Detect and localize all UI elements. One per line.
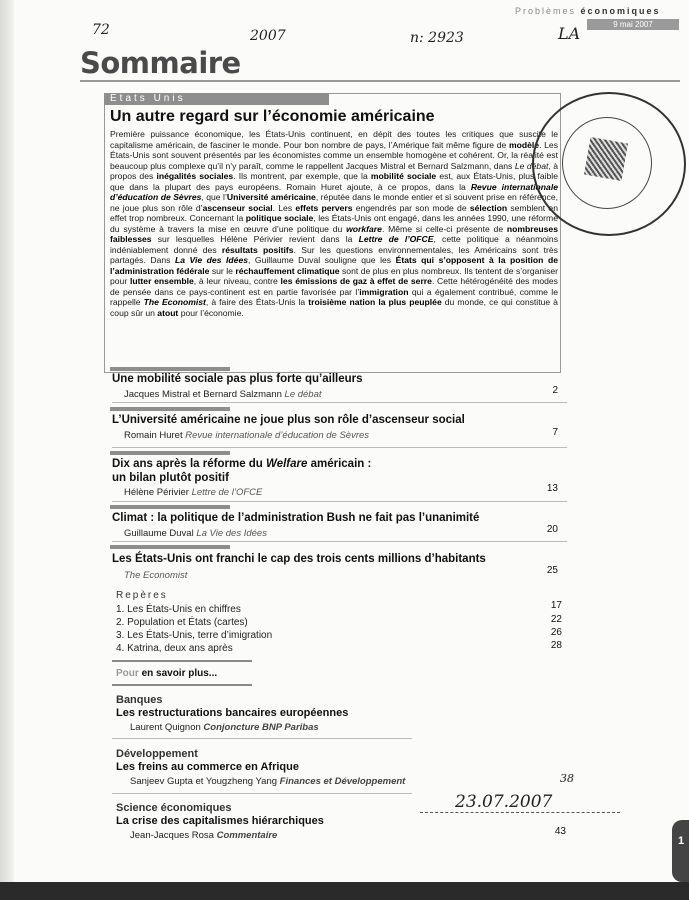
entry-title[interactable]: Climat : la politique de l’administration Bush ne fait pas l’unanimité (112, 512, 480, 524)
section-divider (112, 660, 252, 662)
entry-title[interactable]: L’Université américaine ne joue plus son rôle d’ascenseur social (112, 414, 465, 426)
stamp-emblem (584, 137, 628, 181)
more-title[interactable]: La crise des capitalismes hiérarchiques (116, 815, 324, 827)
intro-paragraph: Première puissance économique, les États-Unis continuent, en dépit des toutes les critiques que suscite le capitalisme américain, de fasciner le monde. Pour bon nombre de pays, l’Amérique fait même figure de modèle. Les États-Unis sont souvent présentés par les économistes comme un ensemble homogène et cohérent. Or, la réalité est beaucoup plus complexe qu’il n’y paraît, comme le rappellent Jacques Mistral et Bernard Salzmann, dans Le débat, à propos des inégalités sociales. Ils montrent, par exemple, que la mobilité sociale est, aux États-Unis, plus faible que dans la plupart des pays européens. Romain Huret ajoute, à ce propos, dans la Revue internationale d’éducation de Sèvres, que l’Université américaine, réputée dans le monde entier et si souvent prise en référence, ne joue plus son rôle d’ascenseur social. Les effets pervers engendrés par son mode de sélection semblent en effet trop nombreux. Concernant la politique sociale, les États-Unis ont engagé, dans les années 1990, une réforme du système à travers la mise en œuvre d’une politique du workfare. Même si celle-ci présente de nombreuses faiblesses sur lesquelles Hélène Périvier revient dans la Lettre de l’OFCE, cette politique a néanmoins indéniablement donné des résultats positifs. Sur les questions environnementales, les Américains sont très partagés. Dans La Vie des Idées, Guillaume Duval souligne que les États qui s’opposent à la position de l’administration fédérale sur le réchauffement climatique sont de plus en plus nombreux. Ils tentent de s’organiser pour lutter ensemble, à leur niveau, contre les émissions de gaz à effet de serre. Cette hétérogénéité des modes de pensée dans ce pays-continent est en partie favorisée par l’immigration qui a également contribué, comme le rappelle The Economist, à faire des États-Unis la troisième nation la plus peuplée du monde, ce qui constitue à coup sûr un atout pour l’économie. (110, 129, 559, 318)
more-category: Banques (116, 694, 163, 706)
entry-divider (112, 541, 567, 542)
more-author: Jean-Jacques Rosa Commentaire (130, 830, 278, 841)
entry-title[interactable]: Les États-Unis ont franchi le cap des trois cents millions d’habitants (112, 553, 486, 565)
handwritten-number: 72 (92, 22, 110, 38)
entry-page: 25 (546, 565, 558, 576)
more-author: Sanjeev Gupta et Yougzheng Yang Finances et Développement (130, 776, 406, 787)
reperes-item[interactable]: 3. Les États-Unis, terre d’imigration (116, 630, 273, 641)
entry-bar (110, 505, 230, 509)
page-marker: 1 (678, 835, 685, 847)
entry-title-line2[interactable]: un bilan plutôt positif (112, 472, 229, 484)
entry-bar (110, 545, 230, 549)
stamp-line (420, 812, 620, 814)
more-category: Développement (116, 748, 198, 760)
entry-divider (112, 501, 567, 502)
entry-page: 2 (552, 385, 558, 396)
entry-divider (112, 447, 567, 448)
entry-bar (110, 367, 230, 371)
entry-page: 20 (546, 524, 558, 535)
page-title: Sommaire (80, 46, 241, 80)
handwritten-code: LA (558, 24, 581, 43)
publication-name: Problèmes économiques (515, 6, 661, 16)
entry-divider (112, 402, 567, 403)
intro-heading: Un autre regard sur l’économie américaine (110, 108, 435, 125)
more-author: Laurent Quignon Conjoncture BNP Paribas (130, 722, 319, 733)
title-divider (80, 80, 680, 82)
entry-divider (112, 793, 412, 794)
entry-title[interactable]: Dix ans après la réforme du Welfare américain : (112, 458, 372, 470)
reperes-item[interactable]: 2. Population et États (cartes) (116, 617, 248, 628)
section-band: États Unis (104, 93, 329, 105)
entry-page: 7 (552, 427, 558, 438)
entry-divider (112, 738, 412, 739)
reperes-item[interactable]: 1. Les États-Unis en chiffres (116, 604, 241, 615)
handwritten-year: 2007 (250, 28, 286, 44)
handwritten-register-no: 38 (560, 772, 574, 785)
entry-author: The Economist (124, 570, 188, 581)
handwritten-ref: n: 2923 (410, 30, 464, 46)
page-edge-left (0, 0, 14, 900)
entry-page: 43 (554, 826, 566, 837)
entry-title[interactable]: Une mobilité sociale pas plus forte qu’ailleurs (112, 373, 363, 385)
reperes-page: 17 (550, 600, 562, 611)
issue-date: 9 mai 2007 (587, 19, 679, 30)
entry-bar (110, 407, 230, 411)
entry-author: Jacques Mistral et Bernard Salzmann Le débat (124, 389, 322, 400)
reperes-label: Repères (116, 590, 168, 601)
page-tab (672, 820, 689, 882)
more-label: Pour en savoir plus... (116, 668, 218, 679)
entry-bar (110, 451, 230, 455)
more-category: Science économiques (116, 802, 232, 814)
section-divider (112, 684, 252, 686)
reperes-page: 22 (550, 614, 562, 625)
entry-author: Guillaume Duval La Vie des Idées (124, 528, 267, 539)
reperes-item[interactable]: 4. Katrina, deux ans après (116, 643, 233, 654)
entry-author: Romain Huret Revue internationale d’éducation de Sèvres (124, 430, 370, 441)
reperes-page: 28 (550, 640, 562, 651)
entry-author: Hélène Périvier Lettre de l’OFCE (124, 487, 263, 498)
page-edge-bottom (0, 882, 689, 900)
reperes-page: 26 (550, 627, 562, 638)
more-title[interactable]: Les restructurations bancaires européennes (116, 707, 349, 719)
handwritten-register-date: 23.07.2007 (455, 792, 553, 812)
entry-page: 13 (546, 483, 558, 494)
more-title[interactable]: Les freins au commerce en Afrique (116, 761, 299, 773)
